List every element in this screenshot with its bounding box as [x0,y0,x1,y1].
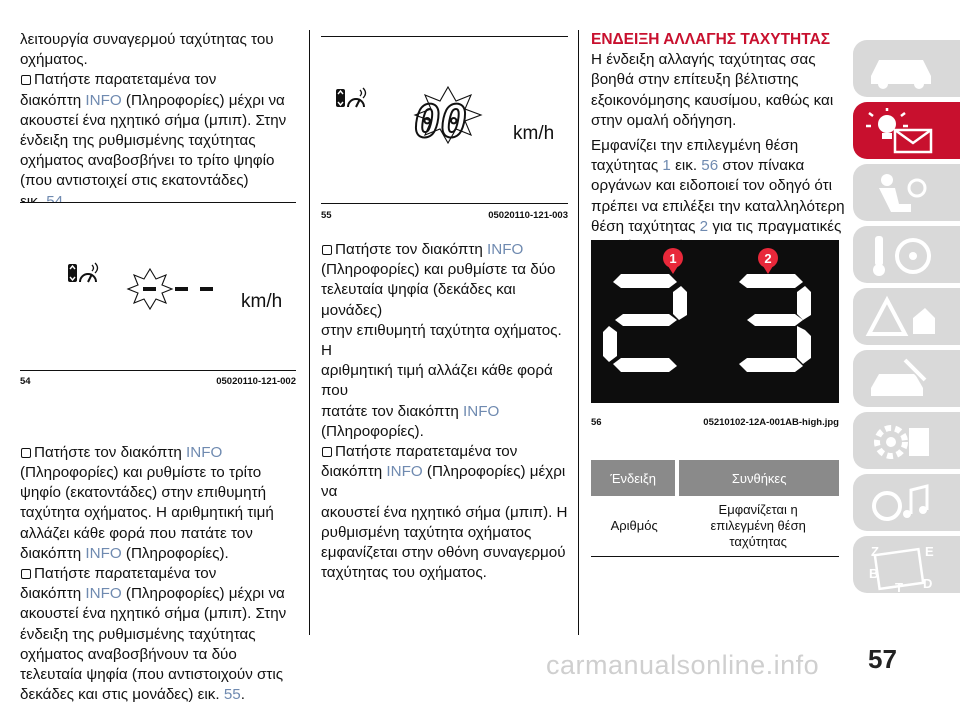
svg-text:Z: Z [871,544,879,559]
wrench-car-icon [865,356,945,402]
figure-56 [591,240,839,403]
media-music-icon [865,480,945,526]
current-gear-digit-2 [603,274,687,372]
table-cell: Αριθμός [591,496,677,557]
blinking-digits: 00 [414,97,467,148]
technical-data-icon [865,418,945,464]
figure-54 [20,202,296,371]
car-dashboard-icon [865,46,945,92]
gear-shift-display-image [591,240,839,403]
figure-caption-54: 54 05020110-121-002 [20,376,296,387]
checkbox-bullet-icon [21,448,31,458]
step-paragraph: Πατήστε παρατεταμένα τον διακόπτη INFO (Πληροφορίες) μέχρι να ακουστεί ένα ηχητικό σήμα (μπιπ). Η ρυθμισμένη ταχύτητα οχήματος εμφανίζεται στην οθόνη συναγερμού ταχύτητας του οχήματος. [321,443,568,582]
checkbox-bullet-icon [322,245,332,255]
tab-technical-data[interactable] [853,412,960,469]
page-number: 57 [868,644,897,674]
speed-display-dashes-image [20,203,296,370]
speed-warning-icon [68,263,98,282]
paragraph: Εμφανίζει την επιλεγμένη θέση ταχύτητας 1 εικ. 56 στον πίνακα οργάνων και ειδοποιεί τον οδηγό ότι πρέπει να επιλέξει την καταλληλότερη θέση ταχύτητας 2 για τις πραγματικές [591,137,845,235]
tab-safety[interactable] [853,164,960,221]
checkbox-bullet-icon [322,447,332,457]
paragraph: λειτουργία συναγερμού ταχύτητας του οχήματος. [20,31,274,69]
column-3 [591,30,846,257]
column-divider [309,30,310,635]
key-steering-wheel-icon [865,232,945,278]
blink-burst-icon [128,269,172,309]
figure-ref-56[interactable]: 56 [701,157,719,175]
marker-1 [663,248,683,274]
column-2 [321,240,571,583]
watermark-text: carmanualsonline.info [546,650,820,680]
unit-label: km/h [513,123,555,144]
step-paragraph: Πατήστε παρατεταμένα τον διακόπτη INFO (Πληροφορίες) μέχρι να ακουστεί ένα ηχητικό σήμα (μπιπ). Στην ένδειξη της ρυθμισμένης ταχύτητας οχήματος αναβοσβήνουν τα δύο τελευταία ψηφία (που αντιστοιχούν στις δεκάδες και στις μονάδες) εικ. 55. [20,565,287,704]
table-cell: Εμφανίζεται η επιλεγμένη θέση ταχύτητας [677,496,839,557]
step-paragraph: Πατήστε παρατεταμένα τον διακόπτη INFO (Πληροφορίες) μέχρι να ακουστεί ένα ηχητικό σήμα (μπιπ). Στην ένδειξη της ρυθμισμένης ταχύτητας οχήματος αναβοσβήνει το τρίτο ψηφίο (που αντιστοιχεί στις εκατοντάδες) [20,70,302,211]
table-header: Συνθήκες [677,460,839,496]
warning-light-envelope-icon [865,108,945,154]
figure-caption-55: 55 05020110-121-003 [321,210,568,221]
tab-maintenance[interactable] [853,350,960,407]
svg-text:B: B [869,566,879,581]
tab-starting-driving[interactable] [853,226,960,283]
svg-text:T: T [895,580,903,592]
svg-text:1: 1 [669,251,677,266]
warning-triangle-icon [865,294,945,340]
step-paragraph: Πατήστε τον διακόπτη INFO (Πληροφορίες) και ρυθμίστε το τρίτο ψηφίο (εκατοντάδες) στην επιθυμητή ταχύτητα οχήματος. Η αριθμητική τιμή αλλάζει κάθε φορά που πατάτε τον διακόπτη INFO (Πληροφορίες). [20,443,274,562]
checkbox-bullet-icon [21,569,31,579]
table-row [591,496,839,557]
gear-indicator-table [591,460,839,557]
tab-index[interactable] [853,536,960,593]
svg-text:E: E [925,544,934,559]
figure-caption-56: 56 05210102-12A-001AB-high.jpg [591,417,839,428]
alphabet-index-icon [865,542,945,592]
tab-emergency[interactable] [853,288,960,345]
digit-dash [175,287,188,291]
figure-ref-55[interactable]: 55 [223,686,241,704]
svg-text:D: D [923,576,933,591]
svg-text:2: 2 [764,251,772,266]
speed-warning-icon [336,88,366,107]
checkbox-bullet-icon [21,75,31,85]
unit-label: km/h [241,291,283,312]
column-divider [578,30,579,635]
speed-display-00-image [321,37,568,203]
digit-dash [200,287,213,291]
step-paragraph: Πατήστε τον διακόπτη INFO (Πληροφορίες) και ρυθμίστε τα δύο τελευταία ψηφία (δεκάδες και μονάδες) στην επιθυμητή ταχύτητα οχήματος. Η αριθμητική τιμή αλλάζει κάθε φορά που πατάτε τον διακόπτη INFO (Πληροφορίες). [321,241,562,440]
airbag-seat-icon [865,170,945,216]
paragraph: Η ένδειξη αλλαγής ταχύτητας σας βοηθά στην επίτευξη βέλτιστης εξοικονόμησης καυσίμου, καθώς και στην ομαλή οδήγηση. [591,51,834,129]
figure-55 [321,36,568,204]
table-header: Ένδειξη [591,460,677,496]
tab-warning-lights[interactable] [853,102,960,159]
marker-2 [758,248,778,274]
section-heading: ΕΝΔΕΙΞΗ ΑΛΛΑΓΗΣ ΤΑΧΥΤΗΤΑΣ [591,31,831,48]
suggested-gear-digit-3 [739,274,811,372]
tab-multimedia[interactable] [853,474,960,531]
tab-dashboard[interactable] [853,40,960,97]
